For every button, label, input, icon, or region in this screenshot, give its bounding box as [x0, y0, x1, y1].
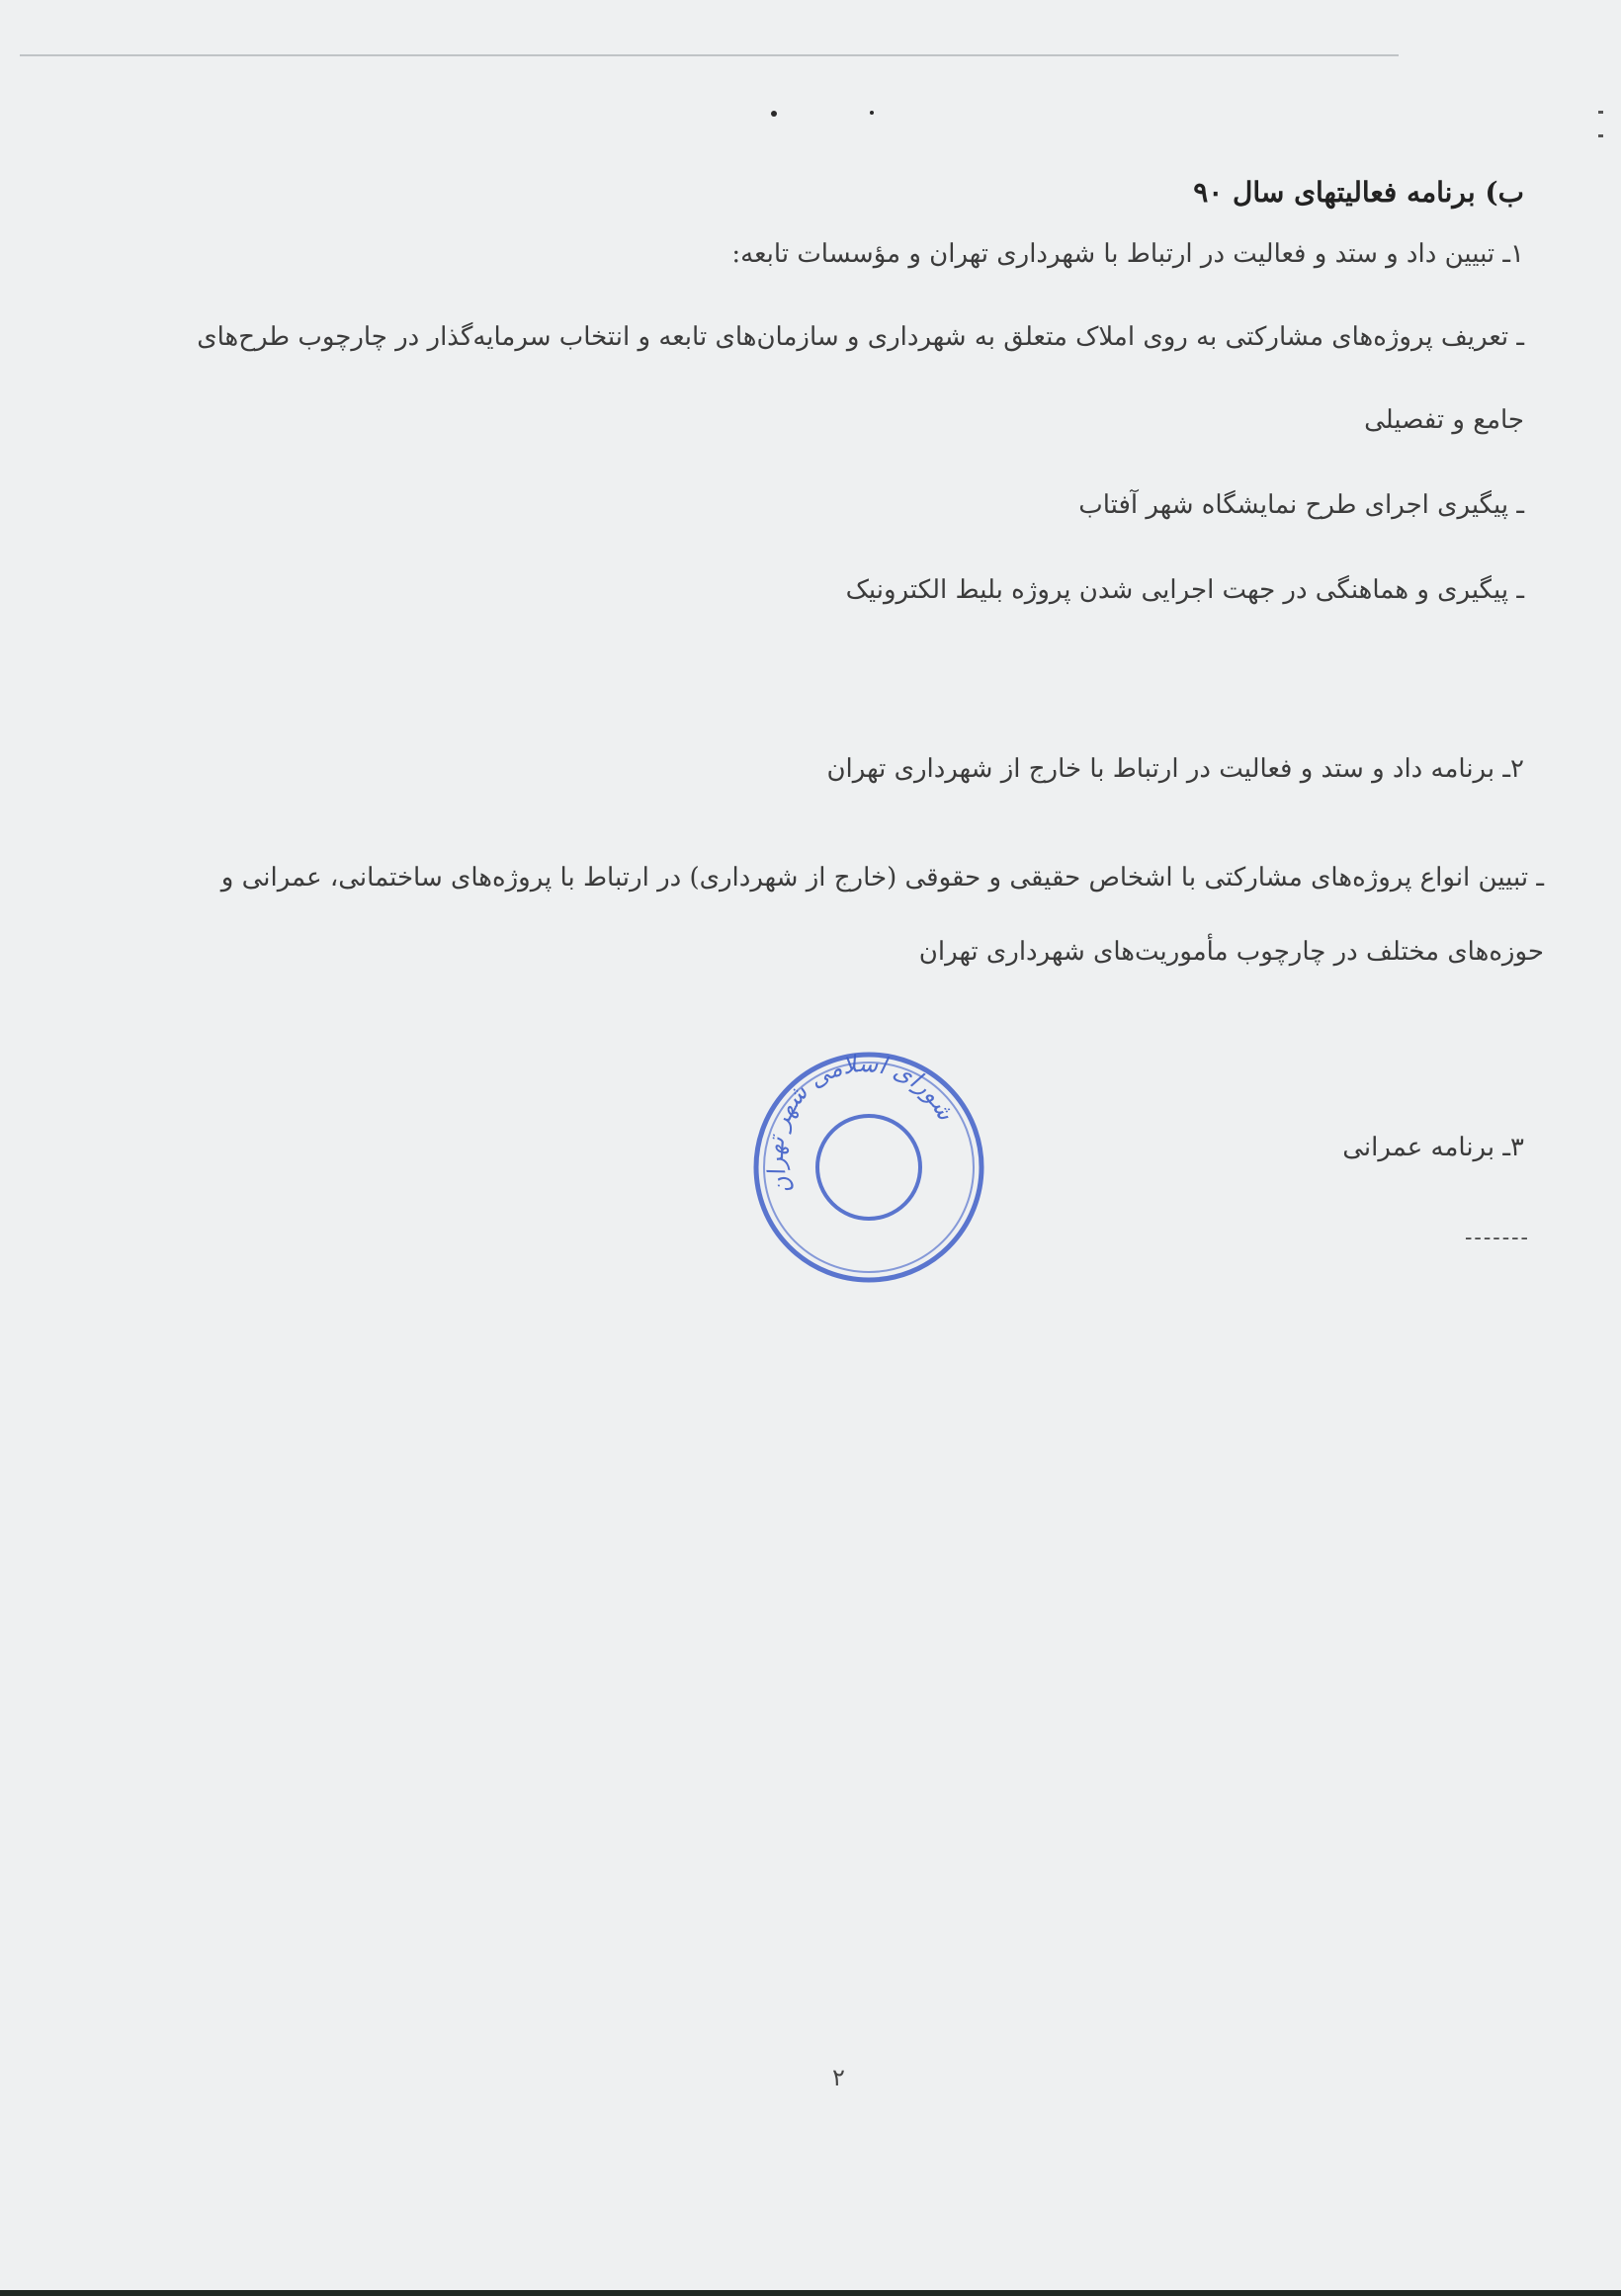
seal-inner-ring: [817, 1116, 920, 1219]
section1-item2: ـ پیگیری اجرای طرح نمایشگاه شهر آفتاب: [1078, 490, 1524, 520]
section3-title: ۳ـ برنامه عمرانی: [1342, 1133, 1524, 1162]
seal-text: شورای اسلامی شهر تهران: [761, 1050, 961, 1200]
section2-item1-line1: ـ تبیین انواع پروژه‌های مشارکتی با اشخاص حقیقی و حقوقی (خارج از شهرداری) در ارتباط با پروژه‌های ساختمانی، عمرانی و: [220, 863, 1544, 893]
scan-bottom-edge: [0, 2290, 1621, 2296]
section1-item3: ـ پیگیری و هماهنگی در جهت اجرایی شدن پروژه بلیط الکترونیک: [845, 575, 1524, 605]
section1-item1-line2: جامع و تفصیلی: [1364, 405, 1524, 435]
scan-edge-mark: [1598, 134, 1603, 137]
scan-speck: [771, 111, 777, 117]
section1-title: ۱ـ تبیین داد و ستد و فعالیت در ارتباط با شهرداری تهران و مؤسسات تابعه:: [731, 239, 1524, 269]
council-seal-stamp: [751, 1050, 986, 1285]
scan-speck: [870, 111, 874, 115]
scan-edge-mark: [1598, 111, 1603, 114]
section2-title: ۲ـ برنامه داد و ستد و فعالیت در ارتباط با خارج از شهرداری تهران: [826, 754, 1524, 784]
page-number: ۲: [832, 2064, 845, 2091]
section-heading: ب) برنامه فعالیتهای سال ۹۰: [1193, 176, 1524, 209]
section2-item1-line2: حوزه‌های مختلف در چارچوب مأموریت‌های شهرداری تهران: [918, 937, 1544, 967]
scan-edge-line: [20, 54, 1399, 56]
section1-item1-line1: ـ تعریف پروژه‌های مشارکتی به روی املاک متعلق به شهرداری و سازمان‌های تابعه و انتخاب سرمایه‌گذار در چارچوب طرح‌های: [197, 322, 1524, 352]
separator-dashes: -------: [1464, 1226, 1530, 1250]
